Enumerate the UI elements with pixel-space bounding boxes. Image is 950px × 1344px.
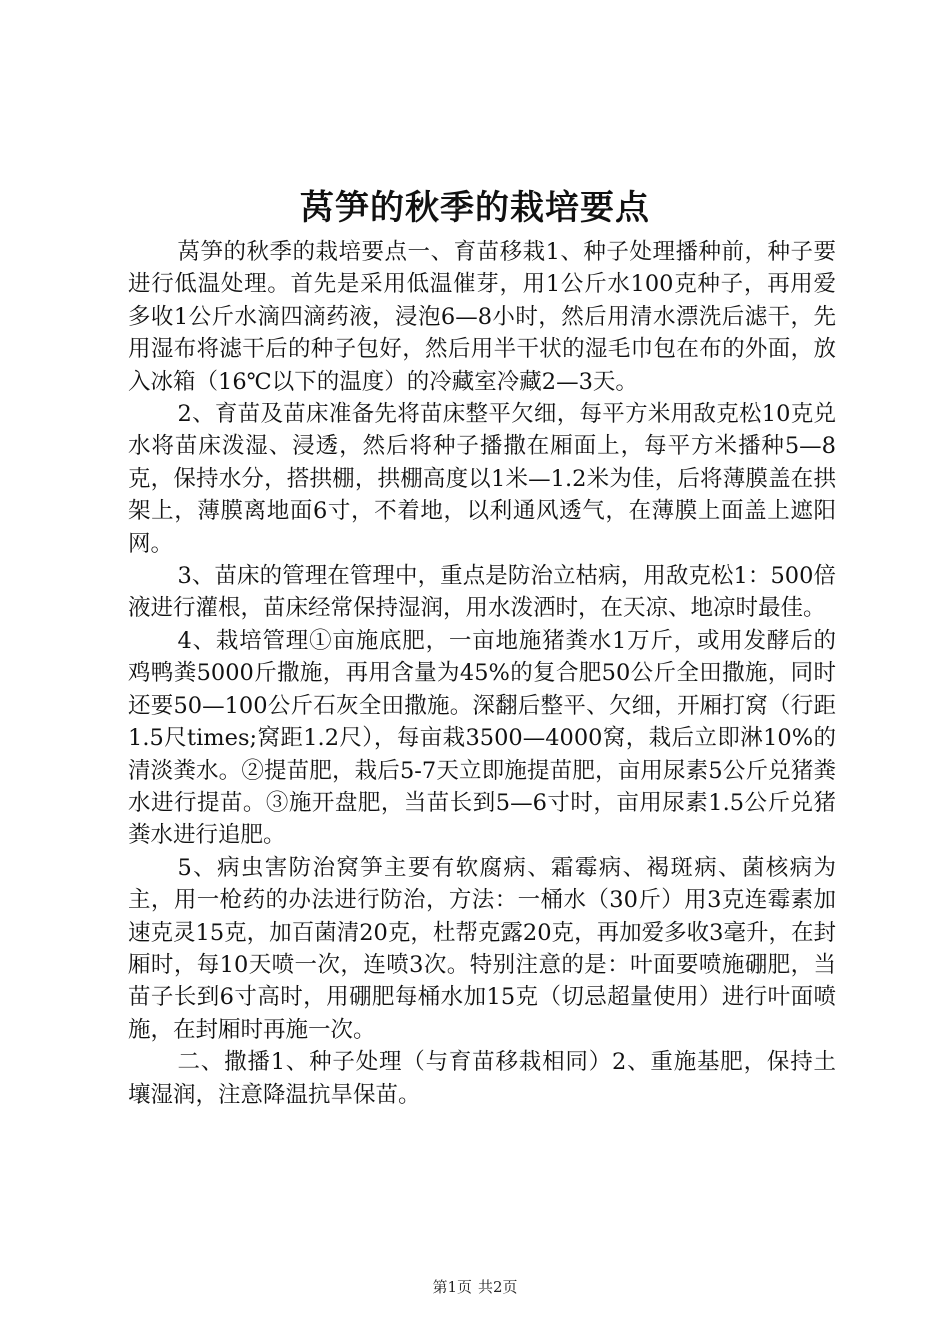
paragraph-6: 二、撒播1、种子处理（与育苗移栽相同）2、重施基肥，保持土壤湿润，注意降温抗旱保苗。 [128, 1049, 836, 1108]
page-number: 第1页 [432, 1278, 472, 1296]
document-body [128, 236, 836, 1111]
page-total: 共2页 [478, 1278, 518, 1296]
paragraph-2: 2、育苗及苗床准备先将苗床整平欠细，每平方米用敌克松10克兑水将苗床泼湿、浸透，然后将种子播撒在厢面上，每平方米播种5—8克，保持水分，搭拱棚，拱棚高度以1米—1.2米为佳，后将薄膜盖在拱架上，薄膜离地面6寸，不着地，以利通风透气，在薄膜上面盖上遮阳网。 [128, 401, 836, 557]
paragraph-3: 3、苗床的管理在管理中，重点是防治立枯病，用敌克松1：500倍液进行灌根，苗床经常保持湿润，用水泼洒时，在天凉、地凉时最佳。 [128, 563, 836, 622]
document-title: 莴笋的秋季的栽培要点 [300, 188, 650, 228]
paragraph-1: 莴笋的秋季的栽培要点一、育苗移栽1、种子处理播种前，种子要进行低温处理。首先是采用低温催芽，用1公斤水100克种子，再用爱多收1公斤水滴四滴药液，浸泡6—8小时，然后用清水漂洗后滤干，先用湿布将滤干后的种子包好，然后用半干状的湿毛巾包在布的外面，放入冰箱（16℃以下的温度）的冷藏室冷藏2—3天。 [128, 239, 836, 395]
paragraph-5: 5、病虫害防治窝笋主要有软腐病、霜霉病、褐斑病、菌核病为主，用一枪药的办法进行防治，方法：一桶水（30斤）用3克连霉素加速克灵15克，加百菌清20克，杜帮克露20克，再加爱多收3毫升，在封厢时，每10天喷一次，连喷3次。特别注意的是：叶面要喷施硼肥，当苗子长到6寸高时，用硼肥每桶水加15克（切忌超量使用）进行叶面喷施，在封厢时再施一次。 [128, 854, 836, 1043]
paragraph-4: 4、栽培管理①亩施底肥，一亩地施猪粪水1万斤，或用发酵后的鸡鸭粪5000斤撒施，再用含量为45%的复合肥50公斤全田撒施，同时还要50—100公斤石灰全田撒施。深翻后整平、欠细，开厢打窝（行距1.5尺times;窝距1.2尺），每亩栽3500—4000窝，栽后立即淋10%的清淡粪水。②提苗肥，栽后5-7天立即施提苗肥，亩用尿素5公斤兑猪粪水进行提苗。③施开盘肥，当苗长到5—6寸时，亩用尿素1.5公斤兑猪粪水进行追肥。 [128, 627, 836, 849]
page-footer [0, 1276, 950, 1297]
